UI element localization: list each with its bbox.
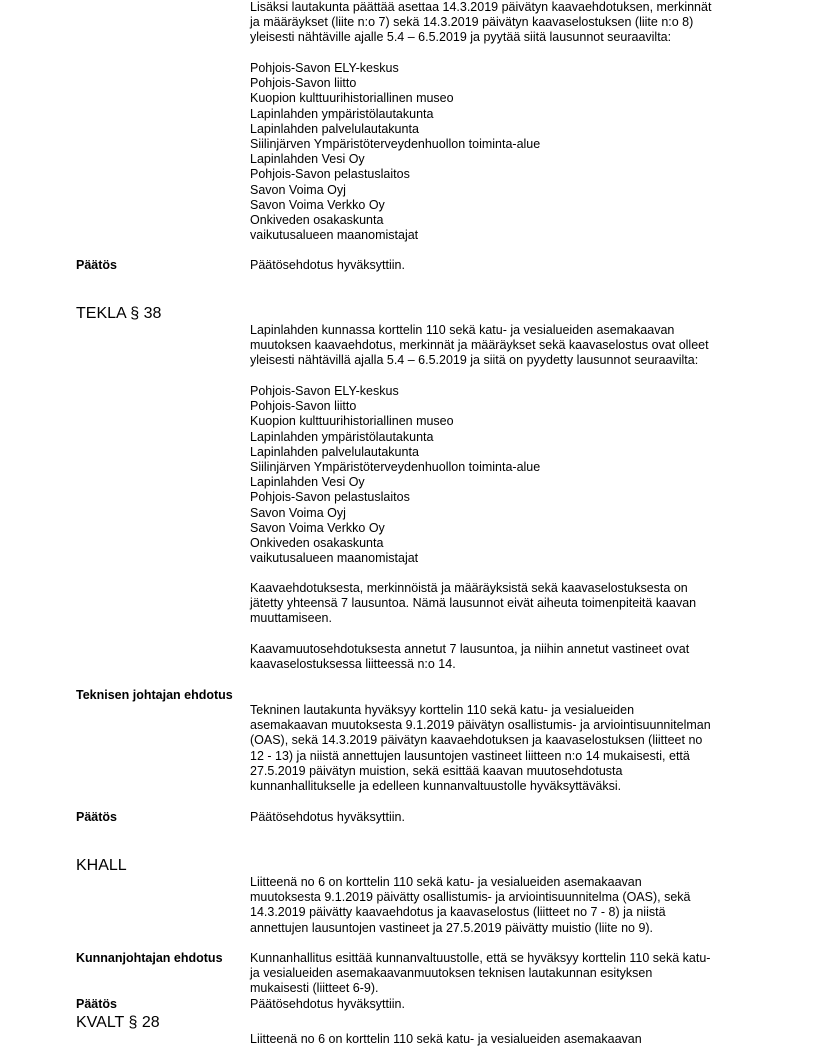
list-item: Onkiveden osakaskunta	[250, 213, 384, 228]
khall-proposal-text: Kunnanhallitus esittää kunnanvaltuustolle, että se hyväksyy korttelin 110 sekä katu- ja vesialueiden asemakaavanmuutoksen teknisen lautakunnan esityksen mukaisesti (liitteet 6-9).	[250, 951, 711, 996]
list-item: vaikutusalueen maanomistajat	[250, 228, 419, 243]
list-item: Lapinlahden palvelulautakunta	[250, 444, 419, 459]
intro-decision-text: Päätösehdotus hyväksyttiin.	[250, 258, 405, 272]
list-item: Pohjois-Savon ELY-keskus	[250, 384, 399, 398]
list-item: Onkiveden osakaskunta	[250, 536, 384, 551]
intro-recipient-list	[250, 61, 750, 243]
tekla-paragraph: Lapinlahden kunnassa korttelin 110 sekä katu- ja vesialueiden asemakaavan muutoksen kaavaehdotus, merkinnät ja määräykset sekä kaavaselostus ovat olleet yleisesti nähtävillä ajalla 5.4 – 6.5.2019 ja siitä on pyydetty lausunnot seuraavilta:	[250, 323, 709, 368]
tekla-proposal-label: Teknisen johtajan ehdotus	[76, 688, 233, 702]
tekla-decision-text: Päätösehdotus hyväksyttiin.	[250, 810, 405, 824]
khall-decision-label: Päätös	[76, 997, 117, 1011]
khall-decision-text: Päätösehdotus hyväksyttiin.	[250, 997, 405, 1011]
list-item: Pohjois-Savon ELY-keskus	[250, 61, 399, 75]
list-item: vaikutusalueen maanomistajat	[250, 551, 419, 566]
tekla-responses-paragraph: Kaavamuutosehdotuksesta annetut 7 lausuntoa, ja niihin annetut vastineet ovat kaavaselostuksessa liitteessä n:o 14.	[250, 642, 690, 672]
khall-heading: KHALL	[76, 857, 127, 874]
list-item: Lapinlahden ympäristölautakunta	[250, 106, 434, 121]
list-item: Kuopion kulttuurihistoriallinen museo	[250, 414, 454, 429]
khall-proposal-label: Kunnanjohtajan ehdotus	[76, 951, 223, 965]
list-item: Kuopion kulttuurihistoriallinen museo	[250, 91, 454, 106]
tekla-decision-label: Päätös	[76, 810, 117, 824]
tekla-heading: TEKLA § 38	[76, 305, 162, 322]
list-item: Pohjois-Savon pelastuslaitos	[250, 167, 410, 182]
list-item: Savon Voima Oyj	[250, 182, 346, 197]
intro-decision-label: Päätös	[76, 258, 117, 272]
khall-paragraph: Liitteenä no 6 on korttelin 110 sekä katu- ja vesialueiden asemakaavan muutoksesta 9.1.2019 päivätty osallistumis- ja arviointisuunnitelma (OAS), sekä 14.3.2019 päivätty kaavaehdotus ja kaavaselostus (liitteet no 7 - 8) ja niistä annettujen lausuntojen vastineet ja 27.5.2019 päivätty muistio (liite no 9).	[250, 875, 691, 935]
list-item: Savon Voima Verkko Oy	[250, 197, 385, 212]
list-item: Lapinlahden Vesi Oy	[250, 152, 365, 167]
list-item: Pohjois-Savon liitto	[250, 76, 357, 91]
list-item: Savon Voima Oyj	[250, 505, 346, 520]
list-item: Lapinlahden Vesi Oy	[250, 475, 365, 490]
kvalt-heading: KVALT § 28	[76, 1014, 160, 1031]
tekla-proposal-text: Tekninen lautakunta hyväksyy korttelin 110 sekä katu- ja vesialueiden asemakaavan muutoksesta 9.1.2019 päivätyn osallistumis- ja arviointisuunnitelman (OAS), sekä 14.3.2019 päivätyn kaavaehdotuksen ja kaavaselostuksen (liitteet no 12 - 13) ja niistä annettujen lausuntojen vastineet liitteen n:o 14 mukaisesti, että 27.5.2019 päivätyn muistion, sekä esittää kaavan muutosehdotusta kunnanhallitukselle ja edelleen kunnanvaltuustolle hyväksyttäväksi.	[250, 703, 711, 794]
list-item: Siilinjärven Ympäristöterveydenhuollon toiminta-alue	[250, 137, 541, 152]
kvalt-paragraph: Liitteenä no 6 on korttelin 110 sekä katu- ja vesialueiden asemakaavan	[250, 1032, 642, 1046]
intro-paragraph: Lisäksi lautakunta päättää asettaa 14.3.2019 päivätyn kaavaehdotuksen, merkinnät ja määräykset (liite n:o 7) sekä 14.3.2019 päivätyn kaavaselostuksen (liite n:o 8) yleisesti nähtäville ajalle 5.4 – 6.5.2019 ja pyytää siitä lausunnot seuraavilta:	[250, 0, 712, 45]
list-item: Lapinlahden ympäristölautakunta	[250, 429, 434, 444]
list-item: Pohjois-Savon liitto	[250, 399, 357, 414]
tekla-recipient-list	[250, 384, 750, 566]
list-item: Pohjois-Savon pelastuslaitos	[250, 490, 410, 505]
list-item: Savon Voima Verkko Oy	[250, 520, 385, 535]
list-item: Siilinjärven Ympäristöterveydenhuollon toiminta-alue	[250, 460, 541, 475]
list-item: Lapinlahden palvelulautakunta	[250, 121, 419, 136]
tekla-statements-paragraph: Kaavaehdotuksesta, merkinnöistä ja määräyksistä sekä kaavaselostuksesta on jätetty yhteensä 7 lausuntoa. Nämä lausunnot eivät aiheuta toimenpiteitä kaavan muuttamiseen.	[250, 581, 697, 626]
